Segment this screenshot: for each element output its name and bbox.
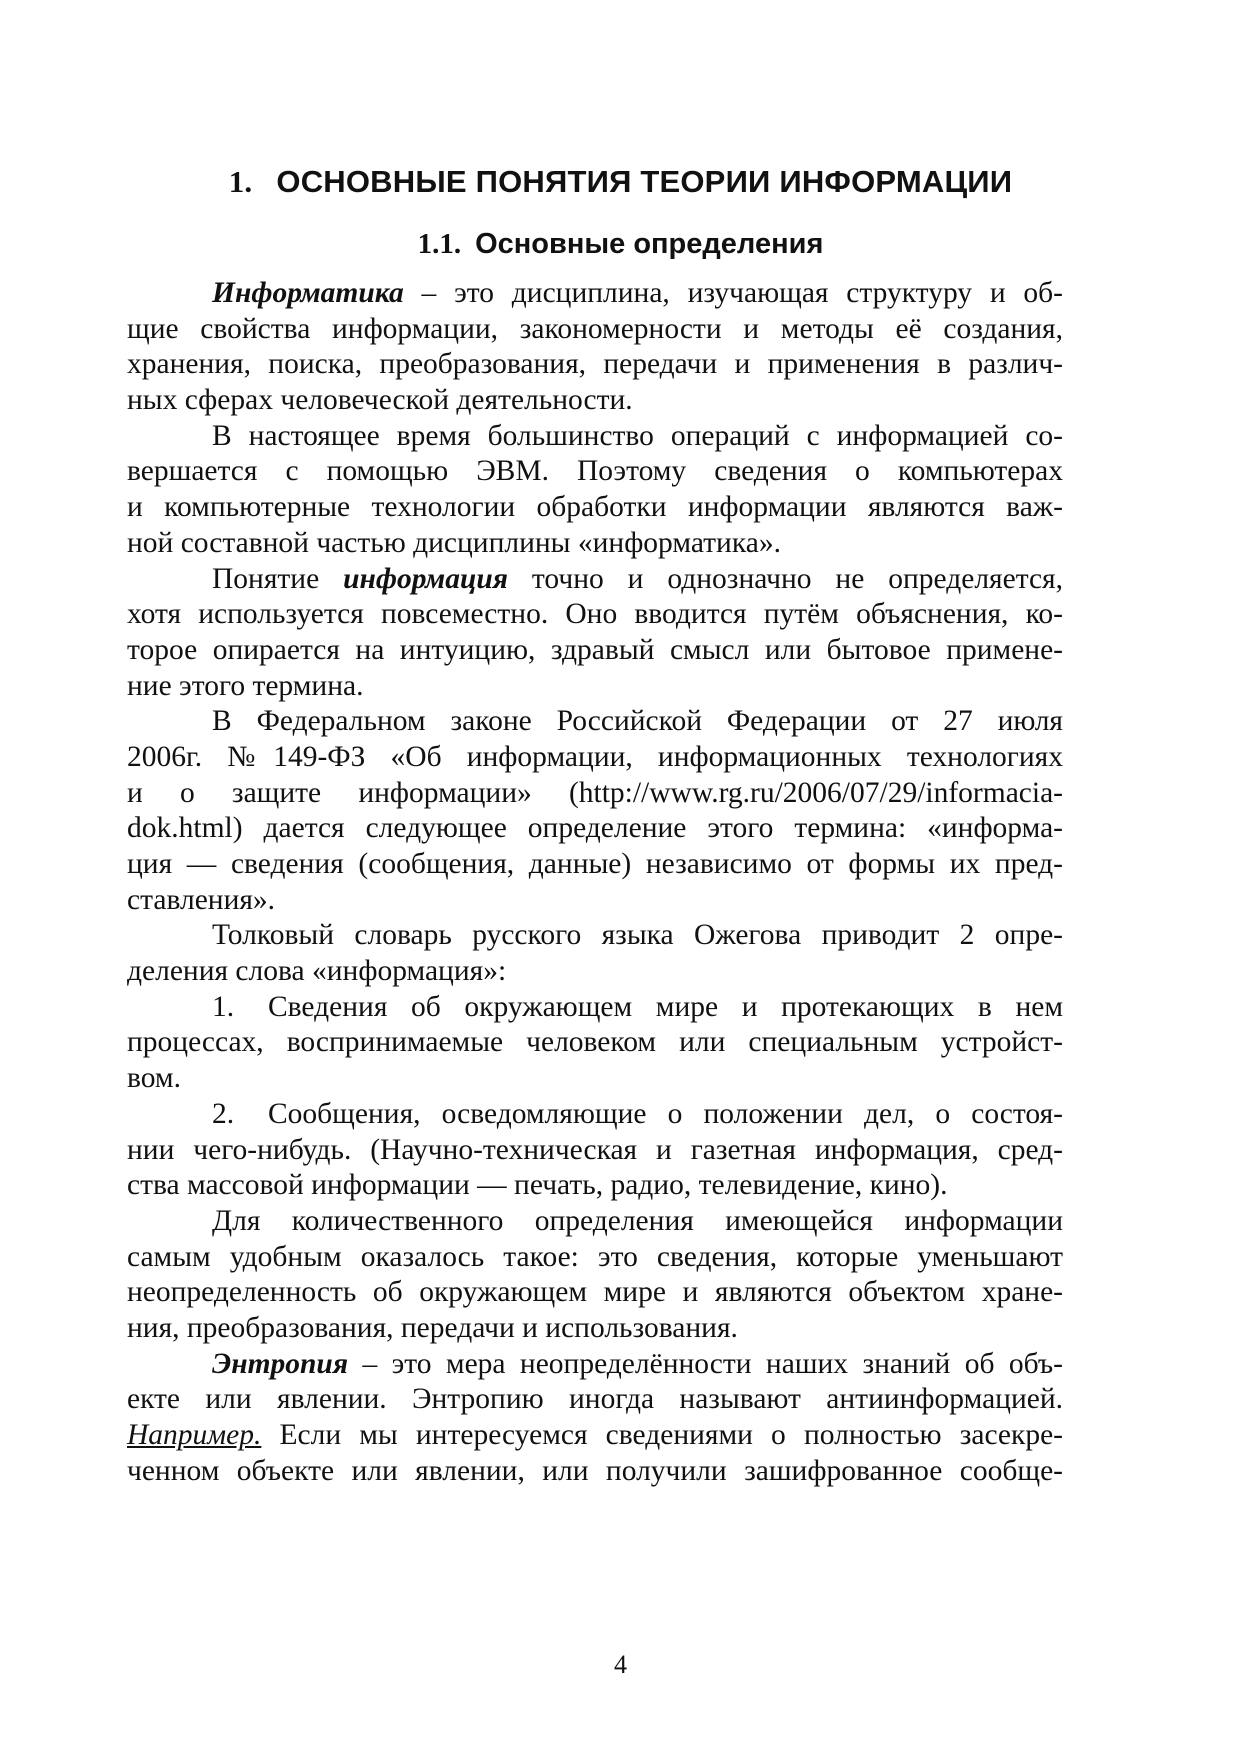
paragraph-evm	[127, 419, 1063, 562]
text-line: ченном объекте или явлении, или получили зашифрованное сообще-	[127, 1454, 1063, 1487]
text-line: В Федеральном законе Российской Федерации от 27 июля	[212, 705, 1063, 738]
list-item	[127, 990, 1063, 1097]
paragraph-entropy	[127, 1347, 1063, 1490]
list-item-number: 1.	[212, 990, 235, 1023]
definition-list	[127, 990, 1063, 1204]
chapter-number: 1.	[228, 164, 253, 199]
text-line: вершается с помощью ЭВМ. Поэтому сведения о компьютерах	[127, 455, 1063, 488]
chapter-heading	[0, 162, 1241, 202]
text-line: ства массовой информации — печать, радио, телевидение, кино).	[127, 1169, 948, 1202]
paragraph-informatika	[127, 276, 1063, 419]
text-line: деления слова «информация»:	[127, 955, 507, 988]
paragraph-informaciya	[127, 562, 1063, 705]
text-line: и о защите информации» (http://www.rg.ru/2006/07/29/informacia-	[127, 776, 1063, 809]
page-number: 4	[614, 1650, 627, 1679]
text-line: dok.html) дается следующее определение этого термина: «информа-	[127, 812, 1063, 845]
text-line: 2006г. №149-ФЗ «Об информации, информационных технологиях	[127, 740, 1063, 773]
paragraph-quantitative	[127, 1204, 1063, 1347]
text-line: процессах, воспринимаемые человеком или специальным устройст-	[127, 1026, 1063, 1059]
text-fragment: точно и однозначно не определяется,	[508, 562, 1063, 595]
paragraph-ozhegov	[127, 918, 1063, 989]
body-text	[127, 276, 1063, 1489]
text-line: ставления».	[127, 883, 276, 916]
text-line: ция — сведения (сообщения, данные) независимо от формы их пред-	[127, 848, 1063, 880]
text-line: Для количественного определения имеющейся информации	[212, 1204, 1063, 1237]
text-fragment: Понятие	[212, 562, 344, 595]
text-line: хотя используется повсеместно. Оно вводится путём объяснения, ко-	[127, 598, 1063, 631]
text-line: ния, преобразования, передачи и использования.	[127, 1311, 738, 1344]
text-line: екте или явлении. Энтропию иногда называют антиинформацией.	[127, 1383, 1063, 1416]
text-line: нии чего-нибудь. (Научно-техническая и газетная информация, сред-	[127, 1133, 1063, 1166]
text-fragment: Если мы интересуемся сведениями о полностью засекре-	[261, 1419, 1063, 1451]
term-informatika: Информатика	[212, 277, 404, 309]
text-fragment: Сведения об окружающем мире и протекающих в нем	[268, 990, 1063, 1023]
text-line: ние этого термина.	[127, 669, 364, 702]
text-line: щие свойства информации, закономерности и методы её создания,	[127, 312, 1063, 345]
text-line: хранения, поиска, преобразования, передачи и применения в различ-	[127, 348, 1063, 381]
list-item-number: 2.	[212, 1097, 235, 1130]
text-line: В настоящее время большинство операций с информацией со-	[212, 419, 1063, 452]
chapter-title: ОСНОВНЫЕ ПОНЯТИЯ ТЕОРИИ ИНФОРМАЦИИ	[276, 164, 1013, 199]
text-fragment: Сообщения, осведомляющие о положении дел, о состоя-	[268, 1097, 1063, 1130]
term-entropiya: Энтропия	[212, 1347, 349, 1380]
example-label: Например.	[127, 1419, 262, 1451]
text-line: – это дисциплина, изучающая структуру и об-	[403, 277, 1063, 309]
text-line: неопределенность об окружающем мире и являются объектом хране-	[127, 1276, 1063, 1309]
text-line: вом.	[127, 1062, 181, 1095]
list-item	[127, 1097, 1063, 1204]
text-line: ной составной частью дисциплины «информатика».	[127, 526, 781, 559]
text-line: ных сферах человеческой деятельности.	[127, 384, 633, 417]
text-line: Толковый словарь русского языка Ожегова приводит 2 опре-	[212, 919, 1063, 952]
section-number: 1.1.	[417, 228, 462, 260]
term-informaciya: информация	[343, 562, 508, 595]
text-line: и компьютерные технологии обработки информации являются важ-	[127, 491, 1063, 524]
section-heading	[0, 224, 1241, 264]
section-title: Основные определения	[475, 228, 824, 260]
text-fragment: – это мера неопределённости наших знаний об объ-	[348, 1347, 1063, 1380]
text-line: самым удобным оказалось такое: это сведения, которые уменьшают	[127, 1240, 1063, 1273]
paragraph-federal-law	[127, 704, 1063, 918]
text-line: торое опирается на интуицию, здравый смысл или бытовое примене-	[127, 633, 1063, 666]
